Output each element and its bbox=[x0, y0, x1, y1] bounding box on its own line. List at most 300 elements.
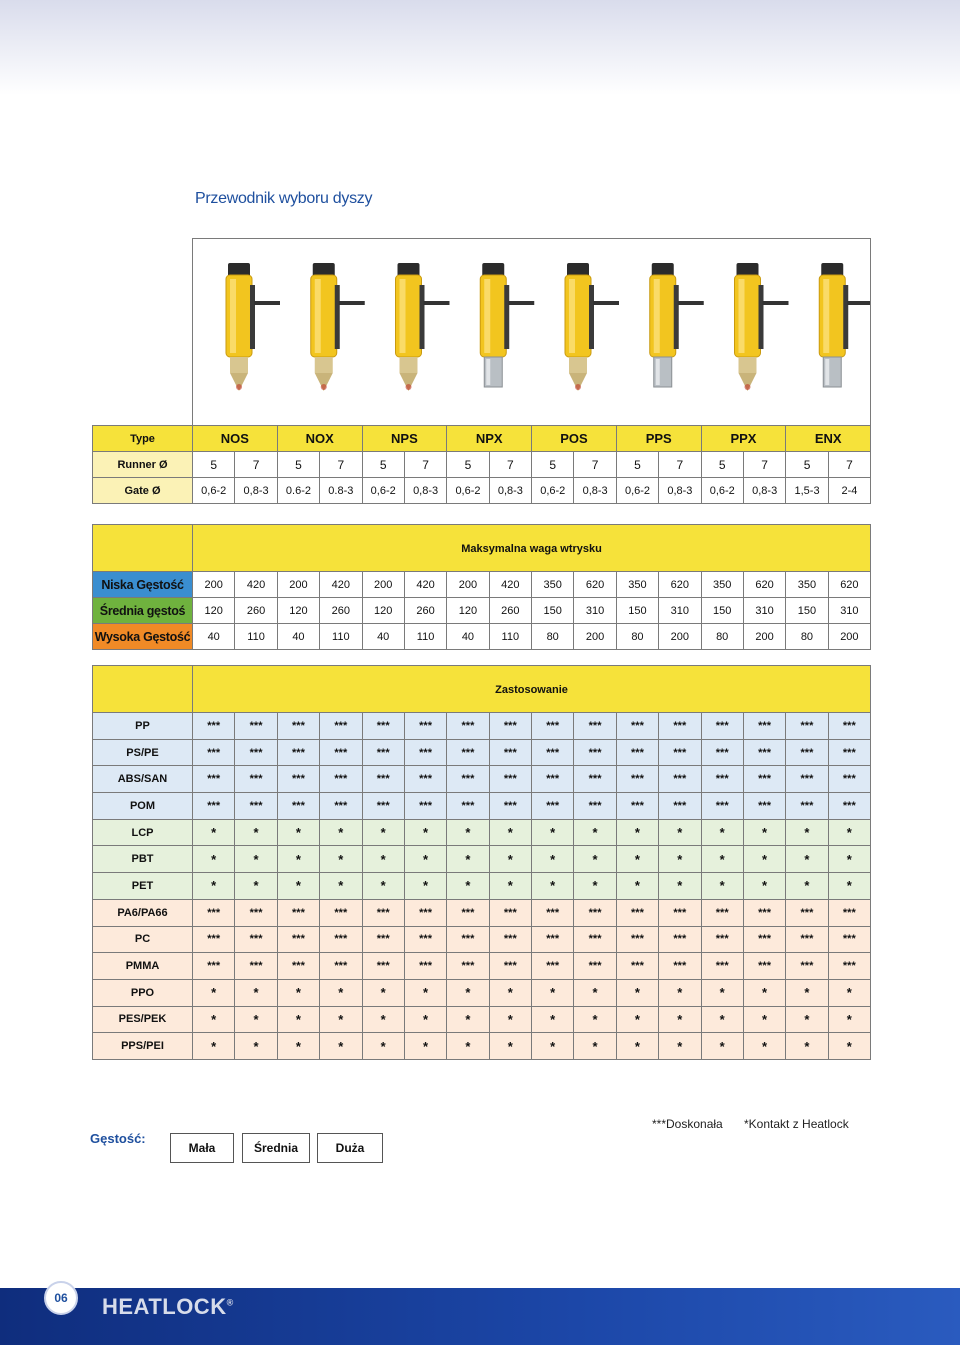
weight-cell: 200 bbox=[362, 572, 404, 598]
application-cell: * bbox=[574, 979, 616, 1006]
application-cell: *** bbox=[532, 793, 574, 820]
application-cell: *** bbox=[616, 926, 658, 953]
application-cell: * bbox=[193, 873, 235, 900]
gate-cell: 0,6-2 bbox=[193, 478, 235, 504]
application-cell: * bbox=[532, 873, 574, 900]
weight-cell: 150 bbox=[532, 598, 574, 624]
application-cell: *** bbox=[277, 793, 319, 820]
weight-cell: 350 bbox=[786, 572, 828, 598]
application-cell: * bbox=[447, 873, 489, 900]
gate-cell: 0.8-3 bbox=[320, 478, 362, 504]
application-cell: *** bbox=[277, 766, 319, 793]
runner-cell: 5 bbox=[616, 452, 658, 478]
application-cell: *** bbox=[786, 793, 828, 820]
application-cell: * bbox=[743, 846, 785, 873]
application-cell: *** bbox=[786, 926, 828, 953]
application-cell: * bbox=[404, 819, 446, 846]
application-cell: * bbox=[786, 1006, 828, 1033]
weight-cell: 200 bbox=[277, 572, 319, 598]
application-cell: *** bbox=[447, 899, 489, 926]
application-cell: * bbox=[193, 819, 235, 846]
application-cell: *** bbox=[277, 953, 319, 980]
application-cell: *** bbox=[193, 926, 235, 953]
application-row-label: PMMA bbox=[93, 953, 193, 980]
weight-cell: 150 bbox=[701, 598, 743, 624]
application-cell: *** bbox=[659, 793, 701, 820]
application-cell: *** bbox=[659, 899, 701, 926]
application-cell: *** bbox=[320, 739, 362, 766]
application-cell: *** bbox=[320, 899, 362, 926]
application-cell: *** bbox=[828, 766, 870, 793]
runner-label: Runner Ø bbox=[93, 452, 193, 478]
application-cell: *** bbox=[574, 926, 616, 953]
application-cell: * bbox=[404, 846, 446, 873]
application-cell: *** bbox=[743, 953, 785, 980]
application-cell: *** bbox=[616, 713, 658, 740]
application-cell: * bbox=[362, 873, 404, 900]
application-cell: *** bbox=[362, 793, 404, 820]
application-row bbox=[93, 766, 871, 793]
gate-label: Gate Ø bbox=[93, 478, 193, 504]
application-cell: *** bbox=[659, 766, 701, 793]
application-cell: *** bbox=[320, 793, 362, 820]
application-cell: *** bbox=[235, 766, 277, 793]
runner-cell: 7 bbox=[489, 452, 531, 478]
application-row bbox=[93, 953, 871, 980]
gate-cell: 0,8-3 bbox=[743, 478, 785, 504]
weight-cell: 260 bbox=[235, 598, 277, 624]
application-cell: * bbox=[616, 1033, 658, 1060]
application-cell: * bbox=[235, 1033, 277, 1060]
application-cell: *** bbox=[277, 926, 319, 953]
application-cell: * bbox=[743, 979, 785, 1006]
application-row bbox=[93, 793, 871, 820]
application-cell: * bbox=[616, 873, 658, 900]
application-cell: *** bbox=[362, 713, 404, 740]
application-cell: *** bbox=[193, 739, 235, 766]
application-cell: * bbox=[532, 1006, 574, 1033]
application-cell: * bbox=[320, 819, 362, 846]
nozzle-ppx-image bbox=[735, 263, 789, 391]
application-row-label: PBT bbox=[93, 846, 193, 873]
application-cell: *** bbox=[404, 953, 446, 980]
application-cell: * bbox=[362, 979, 404, 1006]
weight-cell: 110 bbox=[489, 624, 531, 650]
application-cell: *** bbox=[235, 739, 277, 766]
runner-cell: 7 bbox=[659, 452, 701, 478]
application-cell: * bbox=[320, 1006, 362, 1033]
weight-cell: 260 bbox=[404, 598, 446, 624]
application-cell: *** bbox=[743, 766, 785, 793]
application-cell: * bbox=[277, 819, 319, 846]
application-cell: *** bbox=[828, 899, 870, 926]
gate-cell: 2-4 bbox=[828, 478, 870, 504]
application-cell: * bbox=[616, 819, 658, 846]
application-cell: * bbox=[362, 1033, 404, 1060]
application-row-label: PS/PE bbox=[93, 739, 193, 766]
application-cell: * bbox=[447, 979, 489, 1006]
application-cell: * bbox=[828, 1006, 870, 1033]
weight-cell: 110 bbox=[235, 624, 277, 650]
runner-cell: 5 bbox=[277, 452, 319, 478]
application-row bbox=[93, 819, 871, 846]
application-cell: * bbox=[743, 1006, 785, 1033]
application-cell: * bbox=[828, 846, 870, 873]
runner-cell: 5 bbox=[786, 452, 828, 478]
brand-name: HEATLOCK bbox=[102, 1294, 227, 1319]
gate-cell: 1,5-3 bbox=[786, 478, 828, 504]
page-title: Przewodnik wyboru dyszy bbox=[195, 190, 373, 207]
gate-cell: 0,6-2 bbox=[616, 478, 658, 504]
runner-cell: 7 bbox=[828, 452, 870, 478]
application-cell: *** bbox=[489, 713, 531, 740]
application-cell: *** bbox=[447, 926, 489, 953]
application-cell: * bbox=[701, 846, 743, 873]
application-cell: *** bbox=[404, 739, 446, 766]
weight-title: Maksymalna waga wtrysku bbox=[193, 525, 871, 572]
gate-cell: 0,6-2 bbox=[701, 478, 743, 504]
application-row bbox=[93, 873, 871, 900]
application-cell: * bbox=[489, 846, 531, 873]
nozzle-nox-image bbox=[311, 263, 365, 391]
nozzle-npx-image bbox=[480, 263, 534, 387]
application-row-label: ABS/SAN bbox=[93, 766, 193, 793]
application-cell: * bbox=[828, 979, 870, 1006]
application-cell: * bbox=[701, 1006, 743, 1033]
application-cell: * bbox=[659, 1033, 701, 1060]
application-cell: *** bbox=[828, 713, 870, 740]
gate-cell: 0,6-2 bbox=[362, 478, 404, 504]
application-cell: *** bbox=[235, 793, 277, 820]
application-cell: *** bbox=[489, 926, 531, 953]
application-row bbox=[93, 1033, 871, 1060]
application-cell: * bbox=[659, 979, 701, 1006]
nozzle-pps-image bbox=[650, 263, 704, 387]
application-row bbox=[93, 846, 871, 873]
application-row bbox=[93, 899, 871, 926]
application-cell: *** bbox=[659, 953, 701, 980]
application-cell: * bbox=[489, 1006, 531, 1033]
application-cell: * bbox=[489, 979, 531, 1006]
application-cell: *** bbox=[574, 739, 616, 766]
application-cell: *** bbox=[404, 713, 446, 740]
top-gradient-band bbox=[0, 0, 960, 95]
weight-cell: 80 bbox=[616, 624, 658, 650]
application-cell: * bbox=[193, 846, 235, 873]
weight-cell: 420 bbox=[489, 572, 531, 598]
application-cell: *** bbox=[786, 713, 828, 740]
nozzle-enx-image bbox=[819, 263, 870, 387]
application-cell: *** bbox=[574, 953, 616, 980]
application-cell: * bbox=[659, 873, 701, 900]
legend-label: Gęstość: bbox=[90, 1131, 146, 1146]
application-cell: * bbox=[489, 873, 531, 900]
application-cell: *** bbox=[701, 766, 743, 793]
application-cell: *** bbox=[743, 899, 785, 926]
application-cell: * bbox=[574, 846, 616, 873]
weight-cell: 260 bbox=[489, 598, 531, 624]
application-cell: *** bbox=[404, 793, 446, 820]
weight-cell: 200 bbox=[659, 624, 701, 650]
application-cell: *** bbox=[447, 713, 489, 740]
gate-cell: 0.6-2 bbox=[277, 478, 319, 504]
application-cell: *** bbox=[235, 953, 277, 980]
gate-cell: 0,8-3 bbox=[489, 478, 531, 504]
weight-cell: 620 bbox=[828, 572, 871, 598]
type-cell: POS bbox=[532, 426, 617, 452]
application-cell: * bbox=[447, 1033, 489, 1060]
application-cell: * bbox=[786, 819, 828, 846]
note-excellent: ***Doskonała bbox=[652, 1117, 723, 1131]
runner-cell: 7 bbox=[574, 452, 616, 478]
application-cell: * bbox=[362, 846, 404, 873]
application-cell: * bbox=[277, 846, 319, 873]
application-cell: *** bbox=[659, 739, 701, 766]
application-cell: * bbox=[320, 979, 362, 1006]
weight-cell: 40 bbox=[193, 624, 235, 650]
nozzle-nos-image bbox=[226, 263, 280, 391]
weight-cell: 150 bbox=[616, 598, 658, 624]
application-cell: *** bbox=[320, 926, 362, 953]
legend-box-mid: Średnia bbox=[242, 1133, 310, 1163]
weight-row bbox=[93, 624, 871, 650]
application-row-label: PA6/PA66 bbox=[93, 899, 193, 926]
weight-cell: 620 bbox=[743, 572, 785, 598]
application-cell: * bbox=[447, 846, 489, 873]
weight-cell: 350 bbox=[532, 572, 574, 598]
application-cell: *** bbox=[574, 713, 616, 740]
application-cell: * bbox=[277, 873, 319, 900]
application-cell: *** bbox=[362, 739, 404, 766]
application-cell: * bbox=[277, 979, 319, 1006]
application-cell: * bbox=[532, 1033, 574, 1060]
application-cell: *** bbox=[828, 739, 870, 766]
application-cell: *** bbox=[447, 766, 489, 793]
weight-cell: 110 bbox=[320, 624, 362, 650]
application-cell: * bbox=[447, 819, 489, 846]
application-cell: * bbox=[743, 1033, 785, 1060]
application-cell: *** bbox=[532, 953, 574, 980]
application-cell: * bbox=[701, 873, 743, 900]
weight-cell: 40 bbox=[447, 624, 489, 650]
application-cell: * bbox=[786, 846, 828, 873]
weight-cell: 80 bbox=[532, 624, 574, 650]
application-cell: * bbox=[193, 979, 235, 1006]
type-cell: NPX bbox=[447, 426, 532, 452]
runner-cell: 5 bbox=[193, 452, 235, 478]
application-cell: * bbox=[404, 873, 446, 900]
application-cell: *** bbox=[659, 926, 701, 953]
application-cell: *** bbox=[574, 793, 616, 820]
application-cell: *** bbox=[447, 793, 489, 820]
application-cell: * bbox=[277, 1033, 319, 1060]
application-cell: *** bbox=[235, 713, 277, 740]
type-cell: PPS bbox=[616, 426, 701, 452]
nozzle-images-panel bbox=[192, 238, 871, 426]
application-cell: *** bbox=[362, 899, 404, 926]
application-cell: * bbox=[362, 1006, 404, 1033]
weight-cell: 80 bbox=[701, 624, 743, 650]
application-cell: *** bbox=[532, 766, 574, 793]
note-contact: *Kontakt z Heatlock bbox=[744, 1117, 849, 1131]
application-cell: *** bbox=[193, 766, 235, 793]
weight-cell: 200 bbox=[574, 624, 616, 650]
weight-row bbox=[93, 598, 871, 624]
type-cell: NPS bbox=[362, 426, 447, 452]
application-row-label: PC bbox=[93, 926, 193, 953]
application-title: Zastosowanie bbox=[193, 666, 871, 713]
runner-cell: 7 bbox=[743, 452, 785, 478]
application-cell: *** bbox=[743, 739, 785, 766]
application-row-label: PP bbox=[93, 713, 193, 740]
application-cell: * bbox=[320, 846, 362, 873]
application-cell: *** bbox=[743, 793, 785, 820]
gate-cell: 0,8-3 bbox=[659, 478, 701, 504]
application-cell: * bbox=[235, 873, 277, 900]
weight-cell: 310 bbox=[574, 598, 616, 624]
application-cell: * bbox=[320, 873, 362, 900]
application-row bbox=[93, 739, 871, 766]
weight-cell: 420 bbox=[404, 572, 446, 598]
spec-table bbox=[92, 425, 871, 504]
application-cell: *** bbox=[193, 713, 235, 740]
application-cell: * bbox=[616, 979, 658, 1006]
application-cell: * bbox=[532, 846, 574, 873]
application-cell: *** bbox=[277, 713, 319, 740]
application-cell: * bbox=[616, 846, 658, 873]
application-cell: *** bbox=[489, 793, 531, 820]
type-cell: NOX bbox=[277, 426, 362, 452]
application-cell: *** bbox=[828, 953, 870, 980]
nozzle-nps-image bbox=[396, 263, 450, 391]
application-cell: *** bbox=[786, 739, 828, 766]
application-cell: *** bbox=[701, 953, 743, 980]
application-cell: *** bbox=[193, 953, 235, 980]
weight-cell: 620 bbox=[659, 572, 701, 598]
application-cell: *** bbox=[193, 899, 235, 926]
weight-cell: 420 bbox=[235, 572, 277, 598]
weight-cell: 350 bbox=[616, 572, 658, 598]
weight-cell: 120 bbox=[193, 598, 235, 624]
weight-title-row bbox=[93, 525, 871, 572]
application-title-row bbox=[93, 666, 871, 713]
application-cell: *** bbox=[489, 899, 531, 926]
application-cell: * bbox=[659, 846, 701, 873]
type-cell: NOS bbox=[193, 426, 278, 452]
application-cell: * bbox=[786, 979, 828, 1006]
application-cell: *** bbox=[447, 739, 489, 766]
runner-cell: 5 bbox=[362, 452, 404, 478]
application-cell: *** bbox=[489, 766, 531, 793]
application-cell: * bbox=[362, 819, 404, 846]
weight-cell: 620 bbox=[574, 572, 616, 598]
weight-row bbox=[93, 572, 871, 598]
weight-cell: 310 bbox=[828, 598, 871, 624]
application-cell: * bbox=[786, 1033, 828, 1060]
application-row-label: PPS/PEI bbox=[93, 1033, 193, 1060]
application-cell: * bbox=[277, 1006, 319, 1033]
weight-cell: 80 bbox=[786, 624, 828, 650]
application-cell: *** bbox=[235, 899, 277, 926]
weight-cell: 310 bbox=[743, 598, 785, 624]
application-cell: *** bbox=[277, 899, 319, 926]
application-cell: * bbox=[574, 1006, 616, 1033]
application-cell: * bbox=[235, 1006, 277, 1033]
application-cell: *** bbox=[701, 926, 743, 953]
application-cell: * bbox=[701, 1033, 743, 1060]
runner-cell: 7 bbox=[235, 452, 277, 478]
weight-row-label: Wysoka Gęstość bbox=[93, 624, 193, 650]
application-cell: * bbox=[743, 819, 785, 846]
weight-row-label: Niska Gęstość bbox=[93, 572, 193, 598]
legend-box-low: Mała bbox=[170, 1133, 234, 1163]
gate-cell: 0,8-3 bbox=[235, 478, 277, 504]
weight-cell: 120 bbox=[277, 598, 319, 624]
application-cell: *** bbox=[828, 793, 870, 820]
application-row-label: PES/PEK bbox=[93, 1006, 193, 1033]
application-cell: *** bbox=[532, 739, 574, 766]
application-cell: *** bbox=[743, 713, 785, 740]
application-cell: *** bbox=[616, 739, 658, 766]
weight-cell: 420 bbox=[320, 572, 362, 598]
application-cell: *** bbox=[320, 766, 362, 793]
application-cell: *** bbox=[786, 899, 828, 926]
weight-cell: 200 bbox=[828, 624, 871, 650]
application-row bbox=[93, 926, 871, 953]
weight-cell: 40 bbox=[362, 624, 404, 650]
weight-cell: 200 bbox=[743, 624, 785, 650]
application-cell: * bbox=[828, 819, 870, 846]
application-cell: * bbox=[235, 819, 277, 846]
application-cell: *** bbox=[786, 953, 828, 980]
type-cell: PPX bbox=[701, 426, 786, 452]
application-cell: *** bbox=[532, 926, 574, 953]
application-cell: *** bbox=[574, 766, 616, 793]
application-cell: *** bbox=[616, 793, 658, 820]
type-cell: ENX bbox=[786, 426, 871, 452]
gate-cell: 0,8-3 bbox=[574, 478, 616, 504]
weight-cell: 310 bbox=[659, 598, 701, 624]
application-row-label: PET bbox=[93, 873, 193, 900]
weight-table bbox=[92, 524, 871, 650]
application-cell: * bbox=[404, 1006, 446, 1033]
weight-cell: 110 bbox=[404, 624, 446, 650]
application-cell: * bbox=[659, 819, 701, 846]
runner-row bbox=[93, 452, 871, 478]
application-cell: * bbox=[574, 873, 616, 900]
application-cell: * bbox=[235, 979, 277, 1006]
application-cell: * bbox=[193, 1033, 235, 1060]
application-cell: *** bbox=[532, 899, 574, 926]
application-row bbox=[93, 1006, 871, 1033]
application-cell: *** bbox=[362, 926, 404, 953]
gate-cell: 0,6-2 bbox=[532, 478, 574, 504]
type-row bbox=[93, 426, 871, 452]
application-cell: *** bbox=[277, 739, 319, 766]
legend-box-high: Duża bbox=[317, 1133, 383, 1163]
application-cell: * bbox=[828, 873, 870, 900]
application-cell: *** bbox=[320, 953, 362, 980]
weight-cell: 260 bbox=[320, 598, 362, 624]
application-cell: *** bbox=[362, 953, 404, 980]
application-cell: *** bbox=[404, 766, 446, 793]
weight-cell: 200 bbox=[193, 572, 235, 598]
gate-cell: 0,8-3 bbox=[404, 478, 446, 504]
page-number: 06 bbox=[44, 1281, 78, 1315]
application-cell: *** bbox=[701, 793, 743, 820]
application-cell: *** bbox=[786, 766, 828, 793]
application-cell: *** bbox=[701, 713, 743, 740]
